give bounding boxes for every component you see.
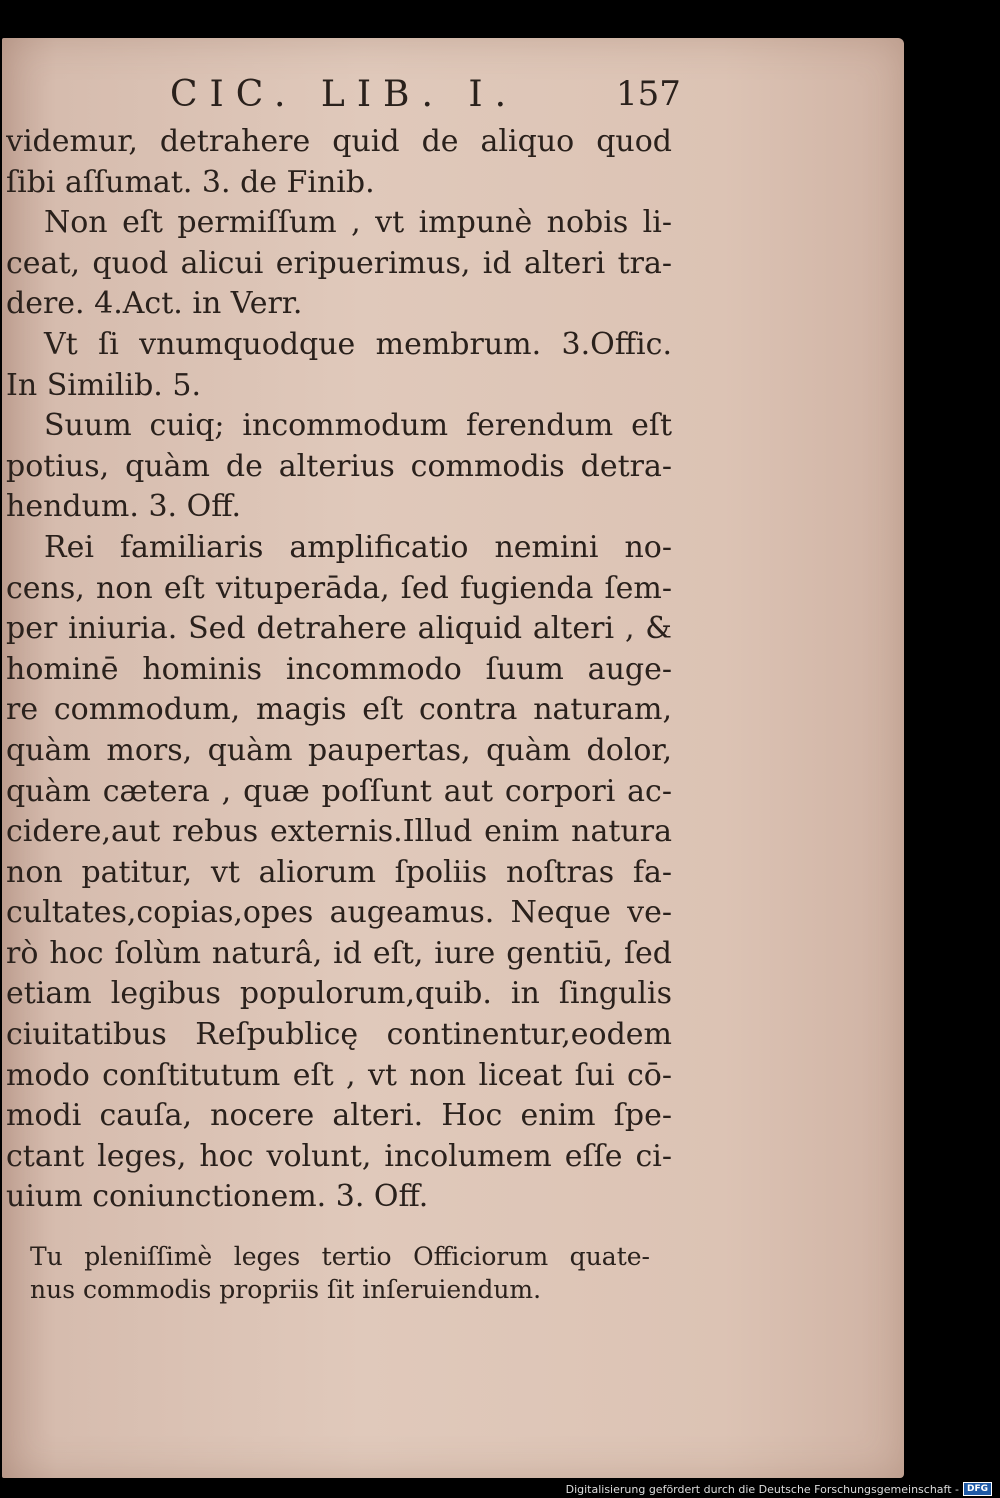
text-line: non patitur, vt aliorum ſpoliis noſtras fa- (6, 854, 672, 890)
text-line: In Similib. 5. (6, 367, 201, 403)
text-line: etiam legibus populorum,quib. in ſingulis (6, 976, 672, 1012)
text-line: dere. 4.Act. in Verr. (6, 286, 303, 322)
text-line: videmur, detrahere quid de aliquo quod (6, 124, 672, 159)
text-line: re commodum, magis eſt contra naturam, (6, 692, 672, 728)
text-line: cultates,copias,opes augeamus. Neque ve- (6, 895, 672, 931)
text-line: uium coniunctionem. 3. Off. (6, 1179, 429, 1215)
running-head: CIC. LIB. I. (170, 74, 519, 115)
text-line: Vt ſi vnumquodque membrum. 3.Offic. (44, 326, 672, 362)
dfg-logo-icon: DFG (963, 1482, 992, 1496)
text-line: Rei familiaris amplificatio nemini no- (44, 529, 672, 565)
text-line: Non eſt permiſſum , vt impunè nobis li- (44, 205, 672, 241)
text-line: cidere,aut rebus externis.Illud enim natura (6, 814, 672, 850)
text-line: cens, non eſt vituperāda, ſed fugienda ſem- (6, 570, 672, 606)
text-line: quàm mors, quàm paupertas, quàm dolor, (6, 732, 672, 768)
text-line: ciuitatibus Reſpublicę continentur,eodem (6, 1017, 672, 1053)
text-line: ctant leges, hoc volunt, incolumem eſſe ci- (6, 1138, 672, 1174)
footnote (30, 1240, 650, 1306)
footnote-line: nus commodis propriis ſit inſeruiendum. (30, 1275, 542, 1304)
text-line: hominē hominis incommodo ſuum auge- (6, 651, 672, 687)
text-line: potius, quàm de alterius commodis detra- (6, 448, 672, 484)
text-line: Suum cuiq; incommodum ferendum eſt (44, 408, 672, 444)
text-line: modi cauſa, nocere alteri. Hoc enim ſpe- (6, 1098, 672, 1134)
text-line: hendum. 3. Off. (6, 489, 241, 525)
page-number: 157 (616, 74, 681, 114)
text-line: ſibi aſſumat. 3. de Finib. (6, 164, 375, 200)
body-text (6, 122, 672, 1218)
text-line: rò hoc ſolùm naturâ, id eſt, iure gentiū, ſed (6, 935, 672, 971)
text-line: quàm cætera , quæ poſſunt aut corpori ac- (6, 773, 672, 809)
digitization-credit (566, 1482, 992, 1496)
text-line: modo conſtitutum eſt , vt non liceat ſui cō- (6, 1057, 672, 1093)
text-line: ceat, quod alicui eripuerimus, id alteri tra- (6, 245, 672, 281)
text-line: per iniuria. Sed detrahere aliquid alteri , & (6, 611, 672, 647)
footnote-line: Tu pleniſſimè leges tertio Officiorum quate- (30, 1242, 650, 1271)
credit-text: Digitalisierung gefördert durch die Deutsche Forschungsgemeinschaft - (565, 1482, 959, 1496)
